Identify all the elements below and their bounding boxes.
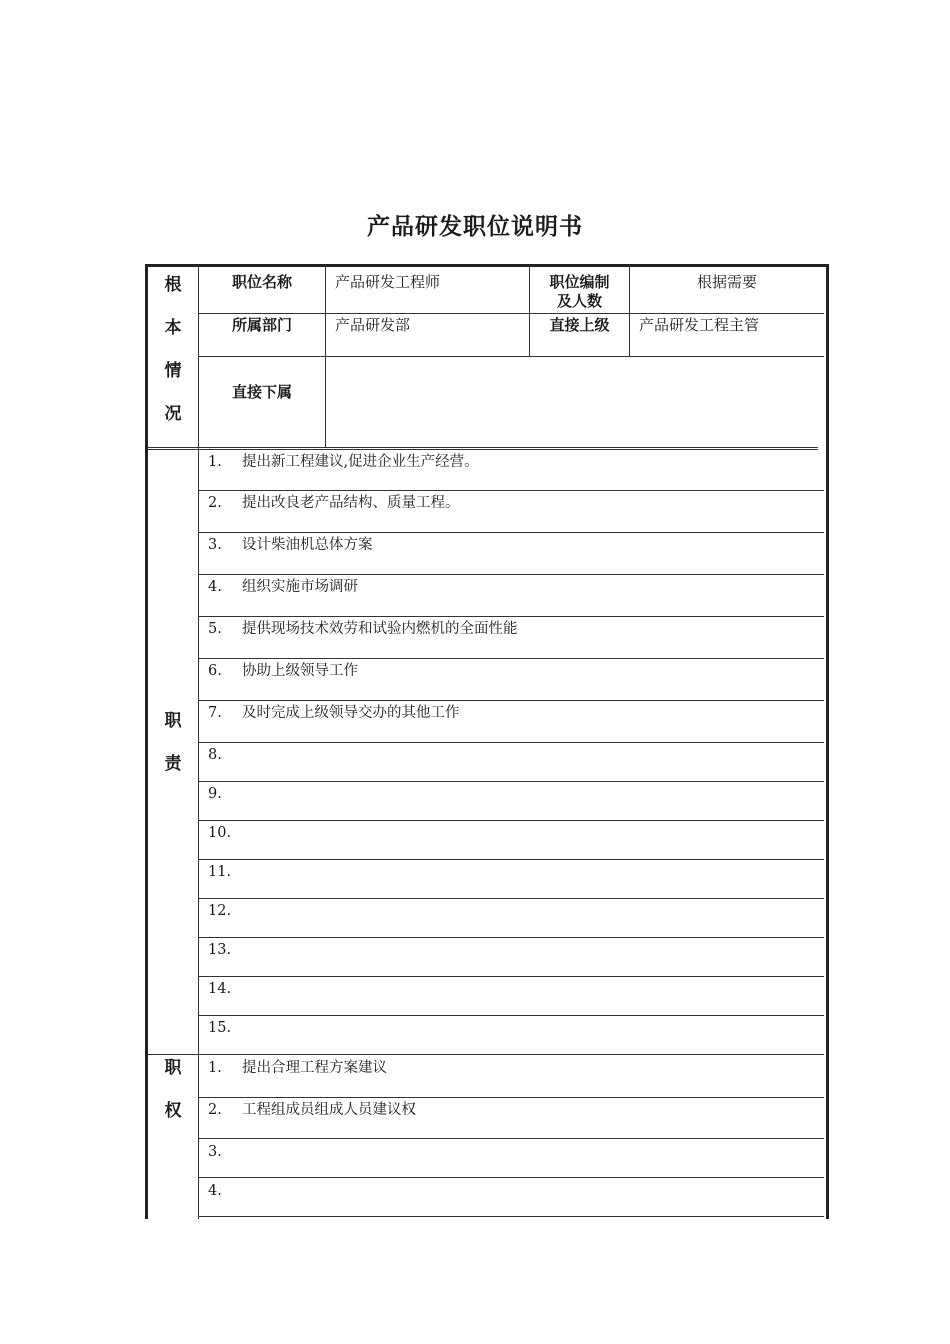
- duty-item: 10.: [208, 825, 232, 841]
- duty-item: 5. 提供现场技术效劳和试验内燃机的全面性能: [208, 621, 518, 637]
- duty-item: 3. 设计柴油机总体方案: [208, 537, 373, 553]
- duty-row-line: [198, 658, 824, 659]
- authority-row-line: [198, 1177, 824, 1178]
- authority-row-line: [198, 1138, 824, 1139]
- header-row-line-1: [198, 313, 824, 314]
- basic-label-char: 情: [164, 361, 182, 381]
- position-name-label: 职位名称: [231, 273, 292, 291]
- position-name-value: 产品研发工程师: [335, 273, 441, 291]
- page-title: 产品研发职位说明书: [367, 214, 583, 240]
- duties-label-char: 责: [164, 754, 182, 774]
- header-divider-1: [325, 266, 326, 448]
- duty-item: 14.: [208, 981, 232, 997]
- duty-item: 11.: [208, 864, 232, 880]
- basic-label-char: 根: [164, 275, 182, 295]
- headcount-label: [530, 273, 629, 311]
- basic-label-char: 况: [164, 404, 182, 424]
- duty-item: 2. 提出改良老产品结构、质量工程。: [208, 495, 460, 511]
- authority-section-label: [148, 1047, 198, 1133]
- duty-row-line: [198, 937, 824, 938]
- authority-row-line: [198, 1216, 824, 1217]
- duty-item: 13.: [208, 942, 232, 958]
- authority-row-line: [198, 1097, 824, 1098]
- duty-item: 12.: [208, 903, 232, 919]
- headcount-label-line1: 职位编制: [549, 273, 610, 291]
- duty-row-line: [198, 490, 824, 491]
- duty-row-line: [198, 742, 824, 743]
- duty-item: 1. 提出新工程建议,促进企业生产经营。: [208, 454, 479, 470]
- superior-label: 直接上级: [549, 316, 610, 334]
- superior-value: 产品研发工程主管: [639, 316, 760, 334]
- duty-item: 9.: [208, 786, 222, 802]
- duty-item: 4. 组织实施市场调研: [208, 579, 358, 595]
- authority-item: 2. 工程组成员组成人员建议权: [208, 1102, 416, 1118]
- duty-item: 6. 协助上级领导工作: [208, 663, 358, 679]
- section-divider-duties: [148, 1054, 824, 1055]
- duties-section-label: [148, 700, 198, 786]
- headcount-label-line2: 及人数: [556, 292, 602, 310]
- subordinate-label: 直接下属: [231, 383, 292, 401]
- authority-item: 3.: [208, 1144, 222, 1160]
- duty-row-line: [198, 898, 824, 899]
- header-row-line-2: [198, 356, 824, 357]
- duty-row-line: [198, 781, 824, 782]
- department-label: 所属部门: [231, 316, 292, 334]
- authority-label-char: 权: [164, 1101, 182, 1121]
- duties-label-char: 职: [164, 711, 182, 731]
- basic-info-section-label: [148, 264, 198, 436]
- basic-label-char: 本: [164, 318, 182, 338]
- duty-item: 8.: [208, 747, 222, 763]
- duty-row-line: [198, 976, 824, 977]
- duty-row-line: [198, 859, 824, 860]
- department-value: 产品研发部: [335, 316, 411, 334]
- duty-row-line: [198, 820, 824, 821]
- duty-item: 15.: [208, 1020, 232, 1036]
- duty-row-line: [198, 574, 824, 575]
- duty-row-line: [198, 616, 824, 617]
- section-divider-basic: [148, 447, 818, 450]
- duty-row-line: [198, 532, 824, 533]
- headcount-value: 根据需要: [696, 273, 757, 291]
- duty-row-line: [198, 700, 824, 701]
- authority-item: 4.: [208, 1183, 222, 1199]
- authority-item: 1. 提出合理工程方案建议: [208, 1060, 387, 1076]
- authority-label-char: 职: [164, 1058, 182, 1078]
- duty-row-line: [198, 1015, 824, 1016]
- duty-item: 7. 及时完成上级领导交办的其他工作: [208, 705, 460, 721]
